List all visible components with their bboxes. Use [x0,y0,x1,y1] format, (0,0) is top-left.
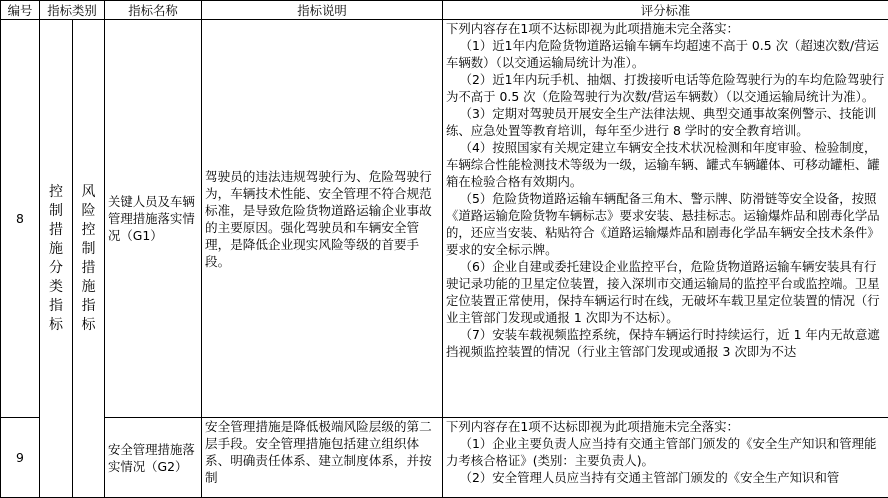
criteria-item: （3）定期对驾驶员开展安全生产法律法规、典型交通事故案例警示、技能训练、应急处置等教育培训，每年至少进行 8 学时的安全教育培训。 [446,105,885,139]
indicator-name: 关键人员及车辆管理措施落实情况（G1） [105,20,202,418]
row-no: 8 [1,20,40,418]
category-secondary-text: 风险控制措施指标 [81,183,96,335]
scoring-criteria [443,20,888,418]
header-name: 指标名称 [105,1,202,20]
criteria-item: （6）企业自建或委托建设企业监控平台，危险货物道路运输车辆安装具有行驶记录功能的卫星定位装置，接入深圳市交通运输局的监控平台或监控端。卫星定位装置正常使用，保持车辆运行时在线，无破坏车载卫星定位装置的情况（行业主管部门发现或通报 1 次即为不达标）。 [446,258,885,326]
indicator-description: 驾驶员的违法违规驾驶行为、危险驾驶行为，车辆技术性能、安全管理不符合规范标准，是导致危险货物道路运输企业事故的主要原因。强化驾驶员和车辆安全管理，是降低企业现实风险等级的首要手段。 [202,20,443,418]
table-row [1,418,888,498]
criteria-item: （1）近1年内危险货物道路运输车辆车均超速不高于 0.5 次（超速次数/营运车辆数）（以交通运输局统计为准）。 [446,37,885,71]
category-primary [40,20,73,498]
table-header-row [1,1,888,20]
criteria-item: （2）近1年内玩手机、抽烟、打拨接听电话等危险驾驶行为的车均危险驾驶行为不高于 0.5 次（危险驾驶行为次数/营运车辆数）（以交通运输局统计为准）。 [446,71,885,105]
criteria-intro: 下列内容存在1项不达标即视为此项措施未完全落实： [446,20,885,37]
indicator-description: 安全管理措施是降低极端风险层级的第二层手段。安全管理措施包括建立组织体系、明确责任体系、建立制度体系，并按制 [202,418,443,498]
header-desc: 指标说明 [202,1,443,20]
category-primary-text: 控制措施分类指标 [49,183,64,335]
criteria-item: （7）安装车载视频监控系统，保持车辆运行时持续运行，近 1 年内无故意遮挡视频监控装置的情况（行业主管部门发现或通报 3 次即为不达 [446,326,885,360]
criteria-item: （1）企业主要负责人应当持有交通主管部门颁发的《安全生产知识和管理能力考核合格证》(类别：主要负责人)。 [446,435,885,469]
criteria-item: （4）按照国家有关规定建立车辆安全技术状况检测和年度审验、检验制度，车辆综合性能检测技术等级为一级，运输车辆、罐式车辆罐体、可移动罐柜、罐箱在检验合格有效期内。 [446,139,885,190]
criteria-item: （5）危险货物道路运输车辆配备三角木、警示牌、防滑链等安全设备，按照《道路运输危险货物车辆标志》要求安装、悬挂标志。运输爆炸品和剧毒化学品的，还应当安装、粘贴符合《道路运输爆炸品和剧毒化学品车辆安全技术条件》要求的安全标示牌。 [446,190,885,258]
header-category: 指标类别 [40,1,105,20]
criteria-intro: 下列内容存在1项不达标即视为此项措施未完全落实： [446,418,885,435]
indicator-name: 安全管理措施落实情况（G2） [105,418,202,498]
header-criteria: 评分标准 [443,1,888,20]
scoring-criteria [443,418,888,498]
table-row [1,20,888,418]
header-no: 编号 [1,1,40,20]
category-secondary [73,20,105,498]
row-no: 9 [1,418,40,498]
criteria-item: （2）安全管理人员应当持有交通主管部门颁发的《安全生产知识和管 [446,469,885,486]
